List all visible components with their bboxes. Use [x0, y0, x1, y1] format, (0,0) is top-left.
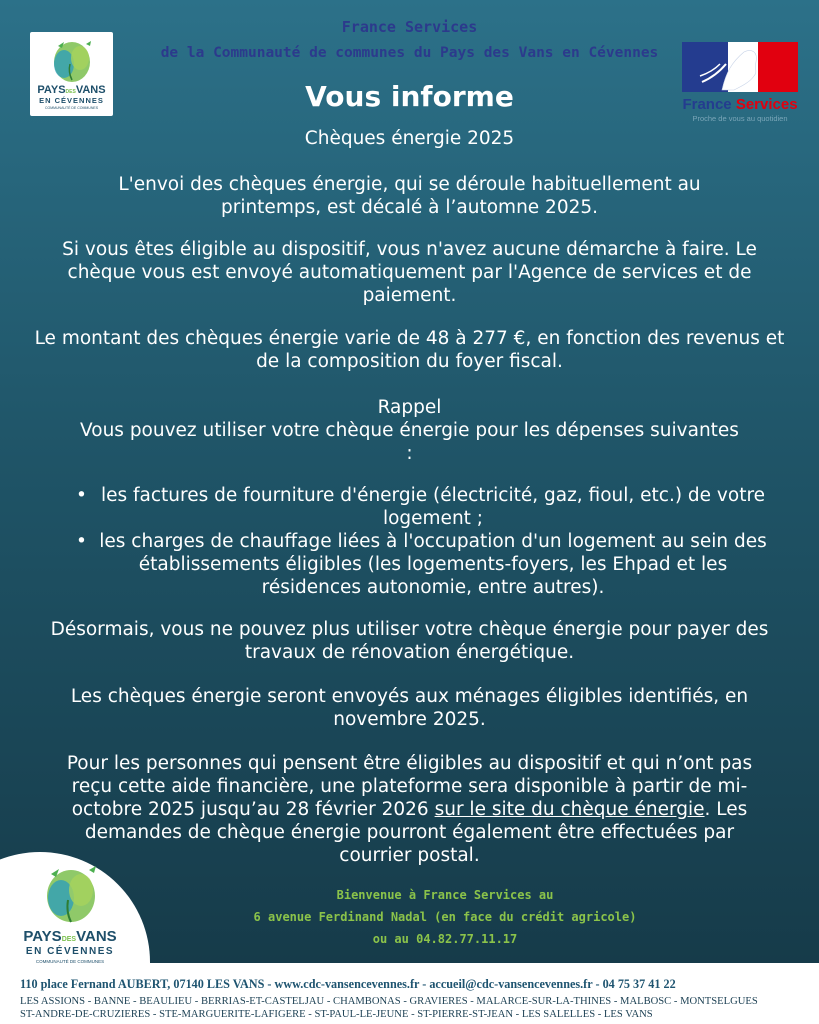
- logo-footer-communaute-text: COMMUNAUTÉ DE COMMUNES: [35, 959, 105, 964]
- list-item-text: les charges de chauffage liées à l'occupation d'un logement au sein des établissements éligibles (les logements-foyers, les Ehpad et les résidences autonomie, entre autres).: [99, 531, 767, 598]
- paragraph-plateforme: [50, 752, 769, 867]
- cheque-energie-link[interactable]: sur le site du chèque énergie: [434, 799, 705, 820]
- list-item: [68, 484, 768, 530]
- header-line-2: de la Communauté de communes du Pays des Vans en Cévennes: [160, 45, 659, 61]
- communes-list-2: ST-ANDRE-DE-CRUZIERES - STE-MARGUERITE-LAFIGERE - ST-PAUL-LE-JEUNE - ST-PIERRE-ST-JEAN - LES SALELLES - LES VANS: [20, 1009, 653, 1020]
- logo-footer-pays-text: PAYSDESVANS: [23, 928, 117, 945]
- france-services-tagline: Proche de vous au quotidien: [692, 114, 788, 123]
- france-services-name: France Services: [682, 96, 798, 113]
- paragraph-eligible: Si vous êtes éligible au dispositif, vous n'avez aucune démarche à faire. Le chèque vous est envoyé automatiquement par l'Agence de services et de paiement.: [62, 239, 757, 306]
- paragraph-envoi-novembre: Les chèques énergie seront envoyés aux ménages éligibles identifiés, en novembre 2025.: [70, 686, 749, 730]
- welcome-line-1: Bienvenue à France Services au: [336, 888, 554, 902]
- list-item-text: les factures de fourniture d'énergie (électricité, gaz, fioul, etc.) de votre logement ;: [100, 485, 766, 529]
- pays-des-vans-logo-footer: [15, 860, 125, 970]
- paragraph-rappel: [80, 396, 739, 465]
- leaf-bird-icon: [15, 860, 125, 930]
- logo-pays-text: PAYSDESVANS: [37, 84, 106, 96]
- welcome-line-2: 6 avenue Ferdinand Nadal (en face du crédit agricole): [253, 910, 637, 924]
- list-item: [68, 530, 768, 599]
- rappel-heading: Rappel: [377, 397, 442, 418]
- header-line-1: France Services: [341, 18, 478, 36]
- plateforme-text: Pour les personnes qui pensent être éligibles au dispositif et qui n’ont pas reçu cette aide financière, une plateforme sera disponible à partir de mi-octobre 2025 jusqu’au 28 février 2026: [66, 753, 753, 820]
- logo-communaute-text: COMMUNAUTÉ DE COMMUNES: [44, 106, 99, 110]
- subtitle: Chèques énergie 2025: [304, 128, 515, 149]
- contact-info: 110 place Fernand AUBERT, 07140 LES VANS - www.cdc-vansencevennes.fr - accueil@cdc-vansencevennes.fr - 04 75 37 41 22: [20, 977, 676, 991]
- usage-list: [68, 484, 768, 599]
- welcome-line-3: ou au 04.82.77.11.17: [372, 932, 518, 946]
- bullet-icon: •: [76, 531, 87, 552]
- paragraph-montant: Le montant des chèques énergie varie de 48 à 277 €, en fonction des revenus et de la composition du foyer fiscal.: [34, 328, 785, 372]
- logo-footer-cevennes-text: EN CÉVENNES: [25, 946, 115, 957]
- logo-cevennes-text: EN CÉVENNES: [39, 96, 104, 105]
- bullet-icon: •: [76, 485, 87, 506]
- paragraph-envoi: L'envoi des chèques énergie, qui se déroule habituellement au printemps, est décalé à l’automne 2025.: [118, 174, 701, 218]
- plateforme-text-end: . Les demandes de chèque énergie pourront également être effectuées par courrier postal.: [84, 799, 748, 866]
- page-title: Vous informe: [305, 80, 514, 113]
- paragraph-desormais: Désormais, vous ne pouvez plus utiliser votre chèque énergie pour payer des travaux de rénovation énergétique.: [50, 619, 769, 663]
- communes-list-1: LES ASSIONS - BANNE - BEAULIEU - BERRIAS-ET-CASTELJAU - CHAMBONAS - GRAVIERES - MALARCE-SUR-LA-THINES - MALBOSC - MONTSELGUES: [20, 996, 758, 1007]
- rappel-text: Vous pouvez utiliser votre chèque énergie pour les dépenses suivantes :: [80, 420, 739, 464]
